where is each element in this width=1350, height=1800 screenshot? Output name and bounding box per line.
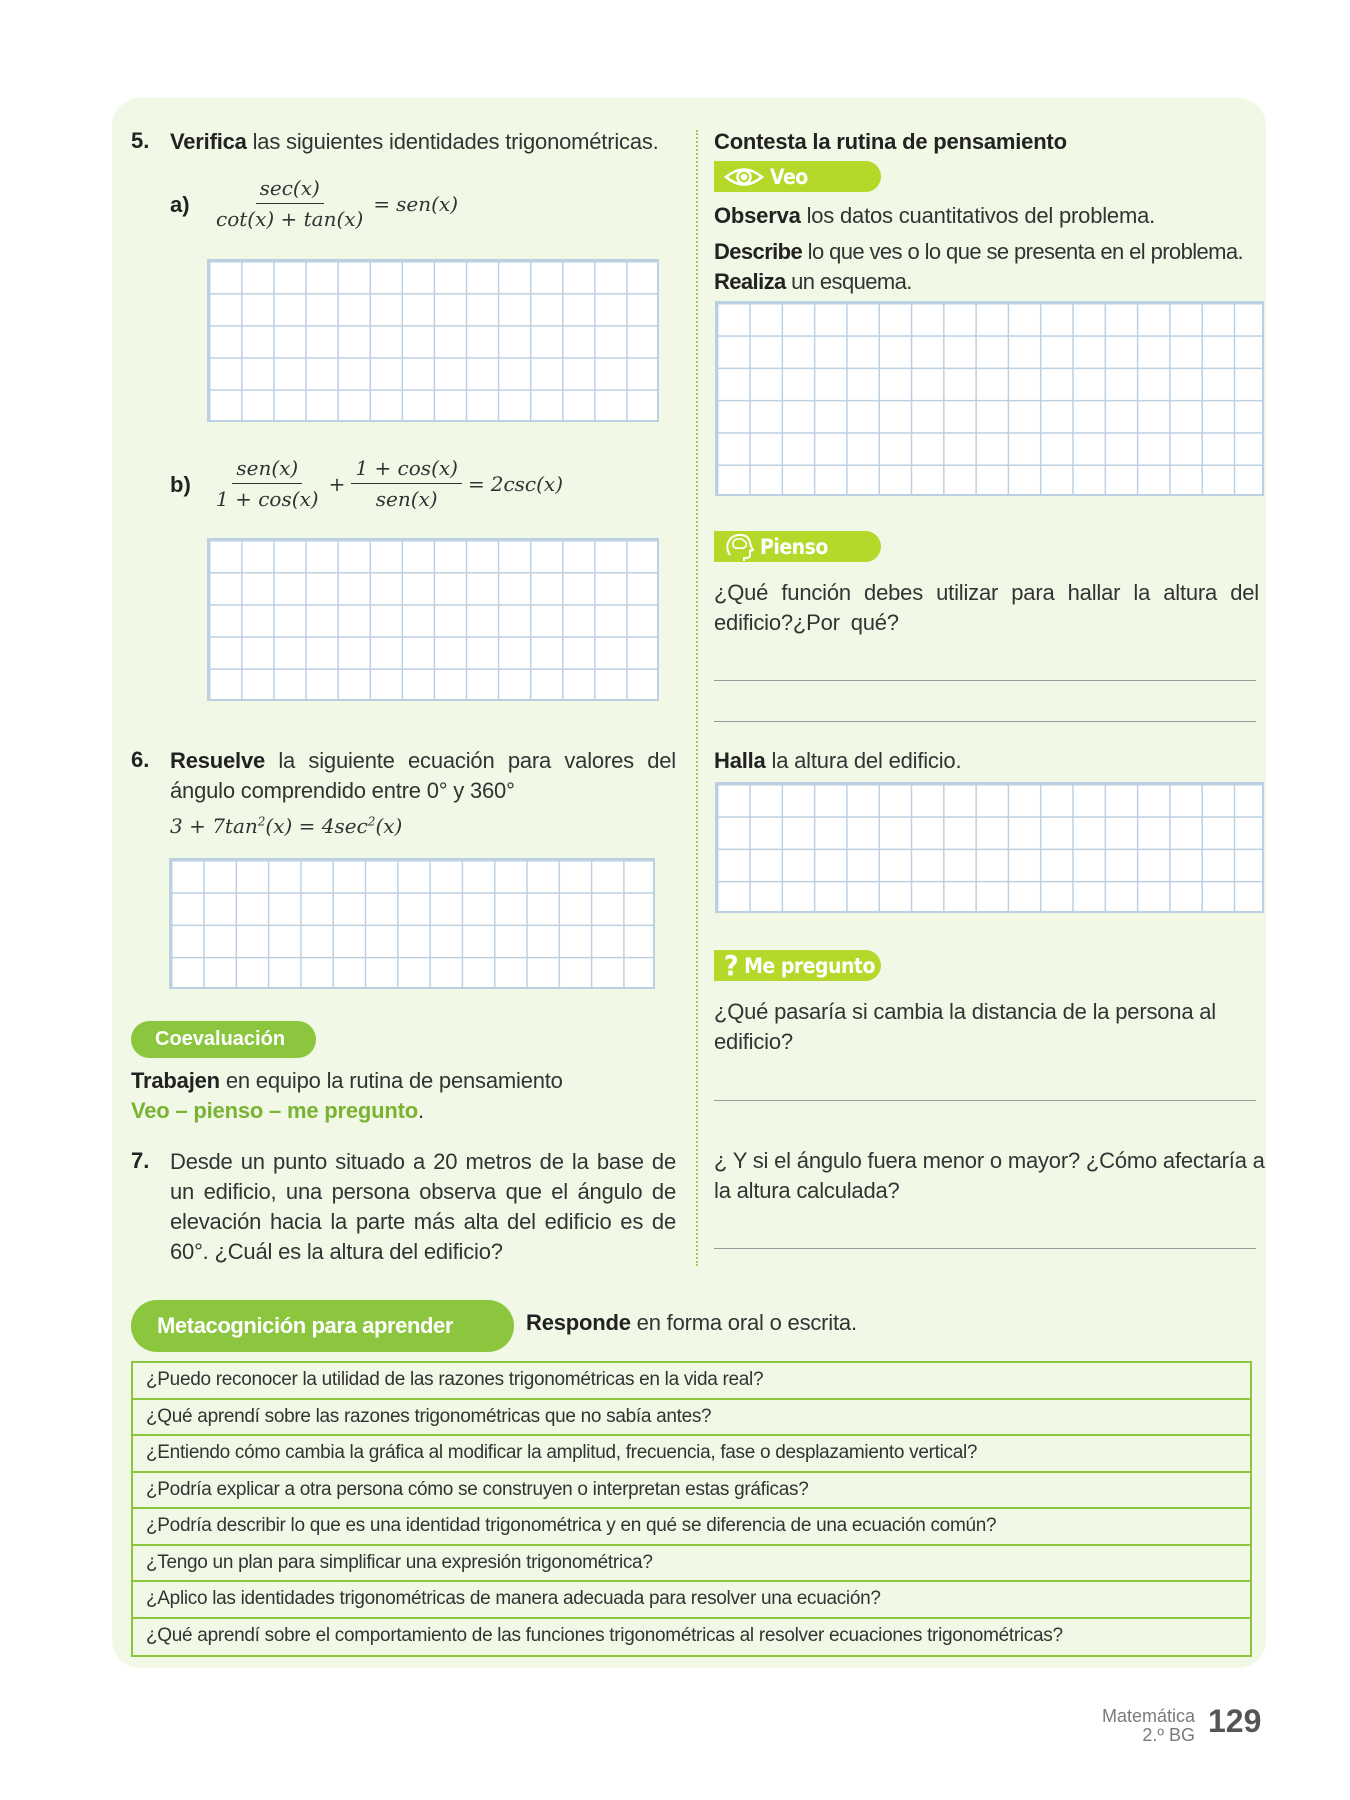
- identity-b-fraction-2: $\frac{1 + \cos(x)}{\text{sen(x)}}$: [351, 456, 462, 511]
- veo-schema-grid[interactable]: [715, 301, 1264, 496]
- me-pregunto-answer-line-1[interactable]: [714, 1100, 1256, 1101]
- coevaluacion-text: Trabajen en equipo la rutina de pensamiento Veo – pienso – me pregunto.: [131, 1068, 563, 1123]
- answer-grid-b[interactable]: [207, 538, 659, 701]
- metacognicion-instruction: Responde en forma oral o escrita.: [526, 1310, 857, 1335]
- exercise-6-instruction: Resuelve la siguiente ecuación para valores del ángulo comprendido entre 0° y 360°: [170, 748, 676, 803]
- identity-b-fraction-1: $\frac{\text{sen(x)}}{1 + \cos(x)}$: [216, 456, 319, 511]
- equation-6: $3 + 7\tan^2(x) = 4\sec^2(x)$: [170, 814, 403, 838]
- metacognicion-question: ¿Podría describir lo que es una identidad trigonométrica y en qué se diferencia de una ecuación común?: [133, 1509, 1250, 1546]
- metacognicion-question: ¿Tengo un plan para simplificar una expresión trigonométrica?: [133, 1546, 1250, 1583]
- me-pregunto-answer-line-2[interactable]: [714, 1248, 1256, 1249]
- metacognicion-question: ¿Entiendo cómo cambia la gráfica al modificar la amplitud, frecuencia, fase o desplazamiento vertical?: [133, 1436, 1250, 1473]
- identity-a: $\frac{\sec(x)}{\cot(x) + \tan(x)}$ = sen(x): [212, 176, 458, 231]
- answer-grid-a[interactable]: [207, 259, 659, 422]
- metacognicion-question: ¿Podría explicar a otra persona cómo se construyen o interpretan estas gráficas?: [133, 1473, 1250, 1510]
- halla-answer-grid[interactable]: [715, 782, 1264, 913]
- metacognicion-question: ¿Aplico las identidades trigonométricas de manera adecuada para resolver una ecuación?: [133, 1582, 1250, 1619]
- metacognicion-question: ¿Qué aprendí sobre el comportamiento de las funciones trigonométricas al resolver ecuaciones trigonométricas?: [146, 1624, 1063, 1646]
- exercise-6-number: 6.: [131, 747, 150, 772]
- veo-describe: Describe lo que ves o lo que se presenta en el problema. Realiza un esquema.: [714, 239, 1243, 294]
- me-pregunto-tag: ? Me pregunto: [714, 950, 881, 981]
- veo-tag: Veo: [714, 161, 881, 192]
- exercise-5-number: 5.: [131, 128, 150, 153]
- me-pregunto-question-2: ¿ Y si el ángulo fuera menor o mayor? ¿Cómo afectaría a la altura calculada?: [714, 1148, 1265, 1203]
- part-b-label: b): [170, 472, 191, 497]
- metacognicion-question: ¿Puedo reconocer la utilidad de las razones trigonométricas en la vida real?: [133, 1363, 1250, 1400]
- brain-head-icon: [724, 533, 754, 561]
- identity-a-fraction: $\frac{\sec(x)}{\cot(x) + \tan(x)}$: [216, 176, 364, 231]
- metacognicion-question: ¿Qué aprendí sobre las razones trigonométricas que no sabía antes?: [133, 1400, 1250, 1437]
- routine-title: Contesta la rutina de pensamiento: [714, 129, 1067, 154]
- coevaluacion-label: Coevaluación: [131, 1021, 316, 1058]
- answer-grid-6[interactable]: [169, 858, 655, 989]
- column-divider: [696, 130, 698, 1266]
- pienso-answer-line-2[interactable]: [714, 721, 1256, 722]
- question-mark-icon: ?: [724, 948, 739, 982]
- veo-observa: Observa los datos cuantitativos del problema.: [714, 203, 1156, 228]
- part-a-label: a): [170, 192, 190, 217]
- identity-b: $\frac{\text{sen(x)}}{1 + \cos(x)}$ + $\frac{1 + \cos(x)}{\text{sen(x)}}$ = 2csc(x): [212, 456, 563, 511]
- exercise-5-instruction: Verifica las siguientes identidades trigonométricas.: [170, 129, 659, 154]
- halla-instruction: Halla la altura del edificio.: [714, 748, 962, 773]
- me-pregunto-question-1: ¿Qué pasaría si cambia la distancia de la persona al edificio?: [714, 999, 1216, 1054]
- exercise-7-text: Desde un punto situado a 20 metros de la base de un edificio, una persona observa que el ángulo de elevación hacia la parte más alta del edificio es de 60°. ¿Cuál es la altura del edificio?: [170, 1149, 676, 1264]
- pienso-answer-line-1[interactable]: [714, 680, 1256, 681]
- footer-subject: Matemática 2.º BG: [1101, 1706, 1195, 1745]
- pienso-tag: Pienso: [714, 531, 881, 562]
- exercise-7-number: 7.: [131, 1148, 150, 1173]
- metacognicion-label: Metacognición para aprender: [131, 1300, 514, 1352]
- page-number: 129: [1208, 1703, 1262, 1739]
- pienso-question: ¿Qué función debes utilizar para hallar la altura del edificio?¿Por qué?: [714, 580, 1259, 635]
- metacognicion-questions-table: [131, 1361, 1252, 1657]
- eye-icon: [724, 166, 764, 188]
